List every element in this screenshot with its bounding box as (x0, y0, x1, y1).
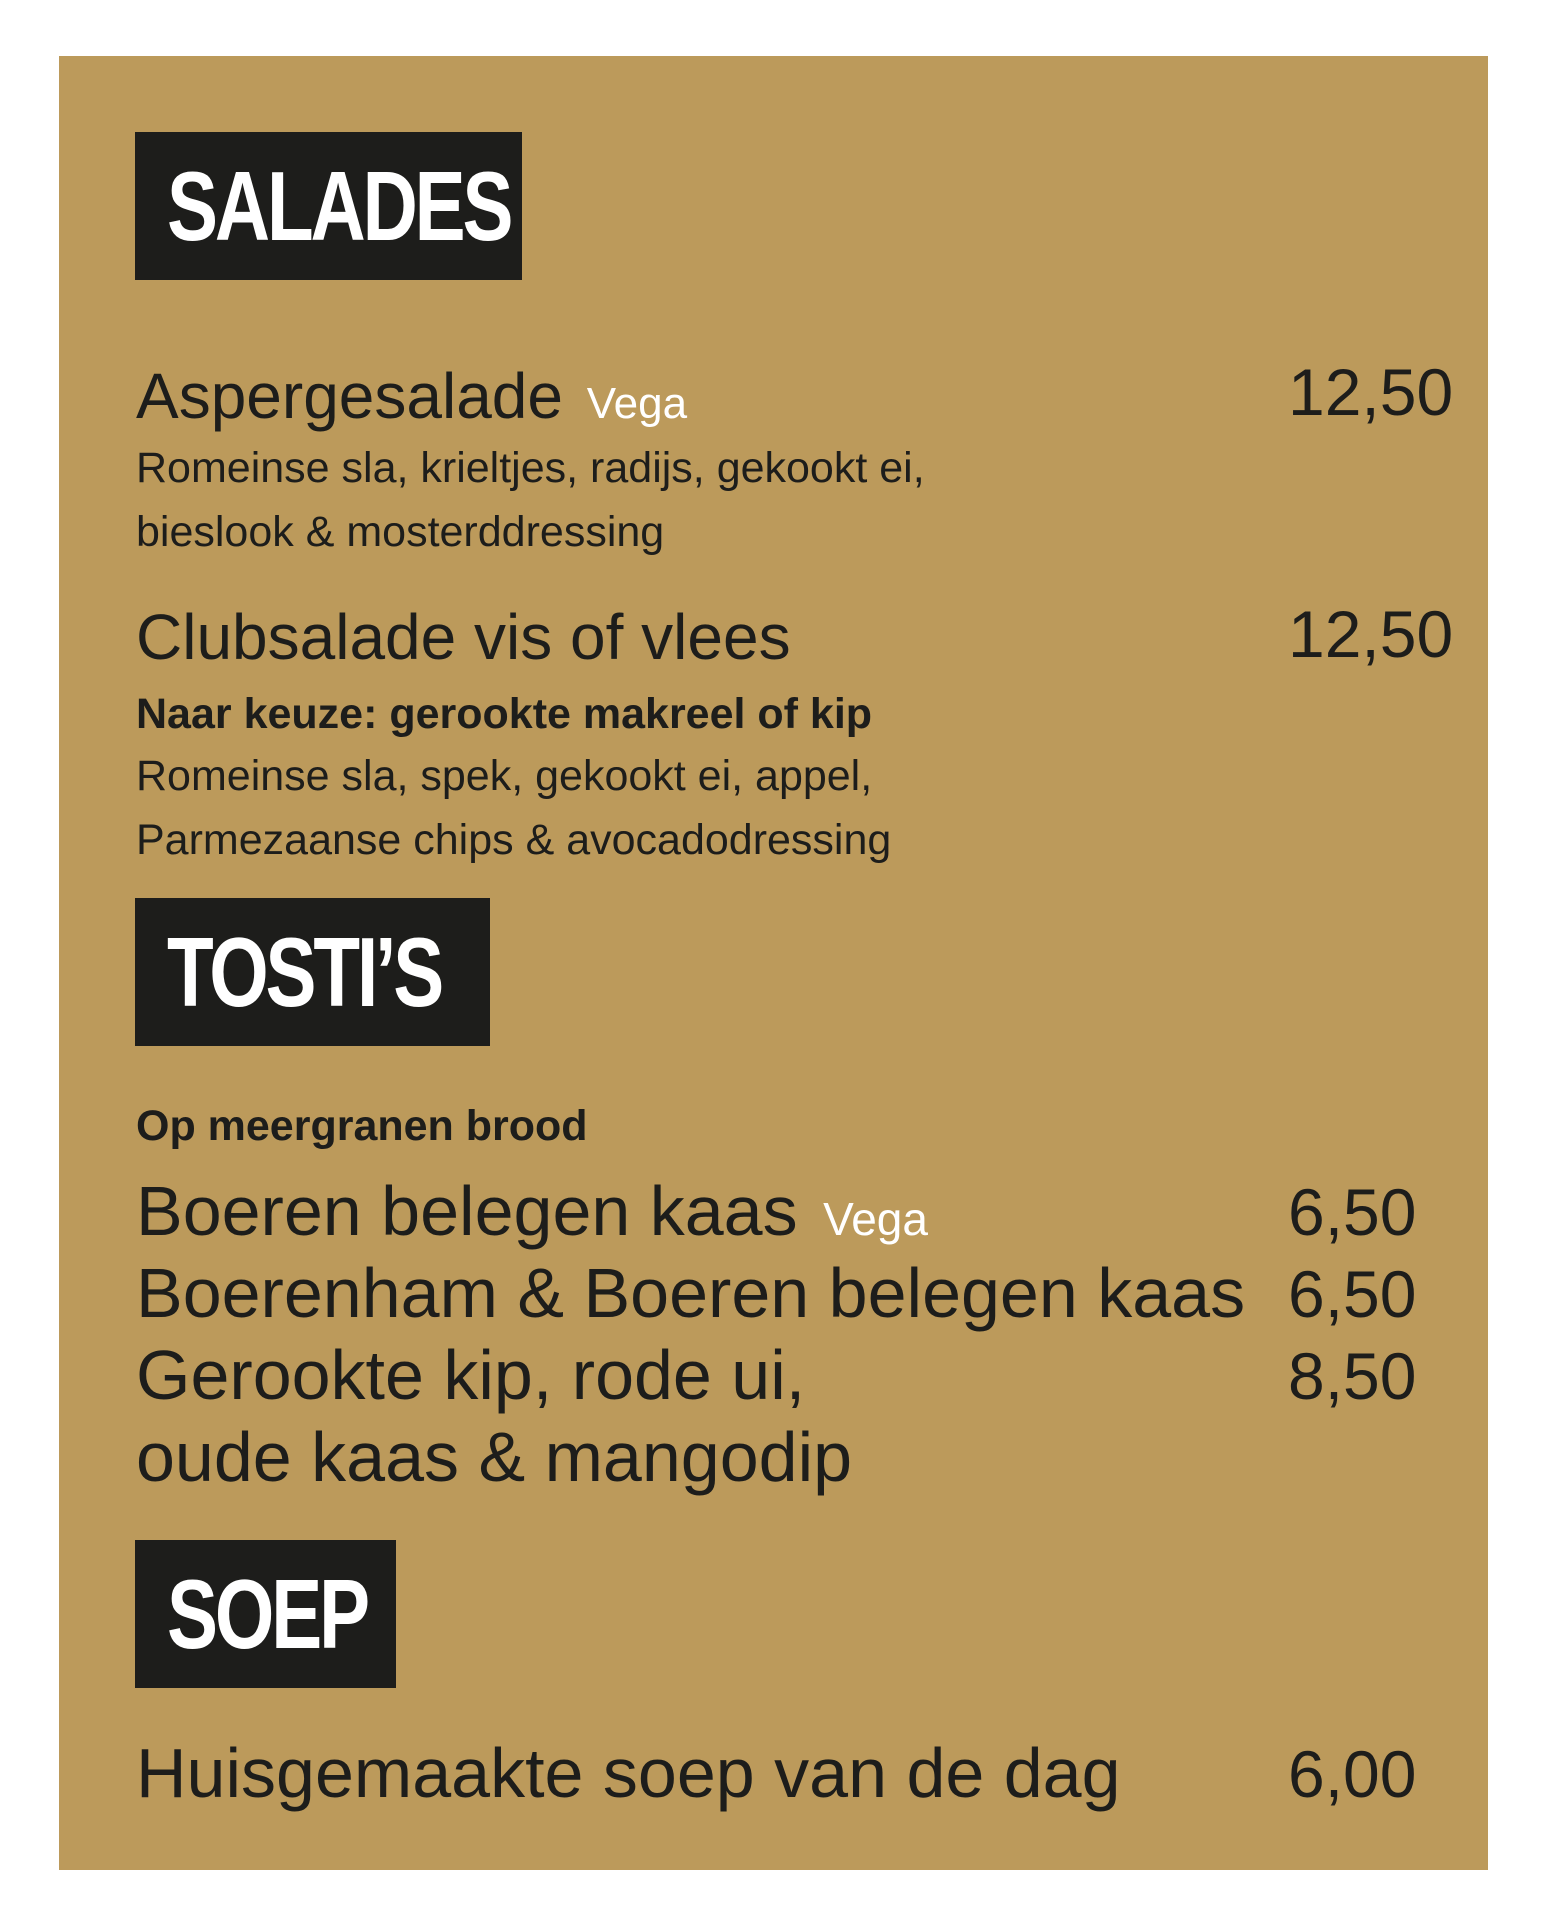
vega-tag: Vega (823, 1193, 928, 1245)
vega-tag: Vega (586, 379, 688, 428)
price-gerookte-kip: 8,50 (1288, 1339, 1417, 1413)
menu-item-name: Boeren belegen kaas (136, 1172, 798, 1250)
menu-card (59, 56, 1488, 1870)
menu-item-name: Clubsalade vis of vlees (136, 601, 791, 673)
desc-clubsalade-line1: Romeinse sla, spek, gekookt ei, appel, (136, 752, 873, 800)
section-title-soep-text: SOEP (167, 1559, 367, 1669)
section-title-tostis (135, 898, 490, 1046)
price-clubsalade: 12,50 (1288, 597, 1454, 671)
menu-item-gerookte-kip-line1: Gerookte kip, rode ui, (136, 1336, 806, 1414)
section-title-soep (135, 1540, 396, 1688)
menu-item-boeren-belegen-kaas (136, 1170, 928, 1260)
desc-aspergesalade-line2: bieslook & mosterddressing (136, 508, 665, 556)
menu-item-boerenham (136, 1252, 1245, 1334)
desc-aspergesalade-line1: Romeinse sla, krieltjes, radijs, gekookt ei, (136, 444, 925, 492)
menu-item-gerookte-kip-line2: oude kaas & mangodip (136, 1418, 853, 1496)
price-aspergesalade: 12,50 (1288, 355, 1454, 429)
menu-item-name: Huisgemaakte soep van de dag (136, 1734, 1121, 1812)
tostis-subtitle: Op meergranen brood (136, 1102, 588, 1150)
menu-item-clubsalade (136, 599, 791, 675)
section-title-tostis-text: TOSTI’S (167, 917, 442, 1027)
menu-item-name: Aspergesalade (136, 360, 563, 432)
section-title-salades (135, 132, 522, 280)
desc-clubsalade-line2: Parmezaanse chips & avocadodressing (136, 816, 892, 864)
price-boeren-belegen-kaas: 6,50 (1288, 1175, 1417, 1249)
choice-clubsalade: Naar keuze: gerookte makreel of kip (136, 690, 873, 738)
section-title-salades-text: SALADES (167, 151, 511, 261)
menu-item-soep (136, 1732, 1121, 1814)
menu-item-name: Boerenham & Boeren belegen kaas (136, 1254, 1246, 1332)
price-soep: 6,00 (1288, 1737, 1417, 1811)
price-boerenham: 6,50 (1288, 1257, 1417, 1331)
menu-item-aspergesalade (136, 358, 687, 442)
